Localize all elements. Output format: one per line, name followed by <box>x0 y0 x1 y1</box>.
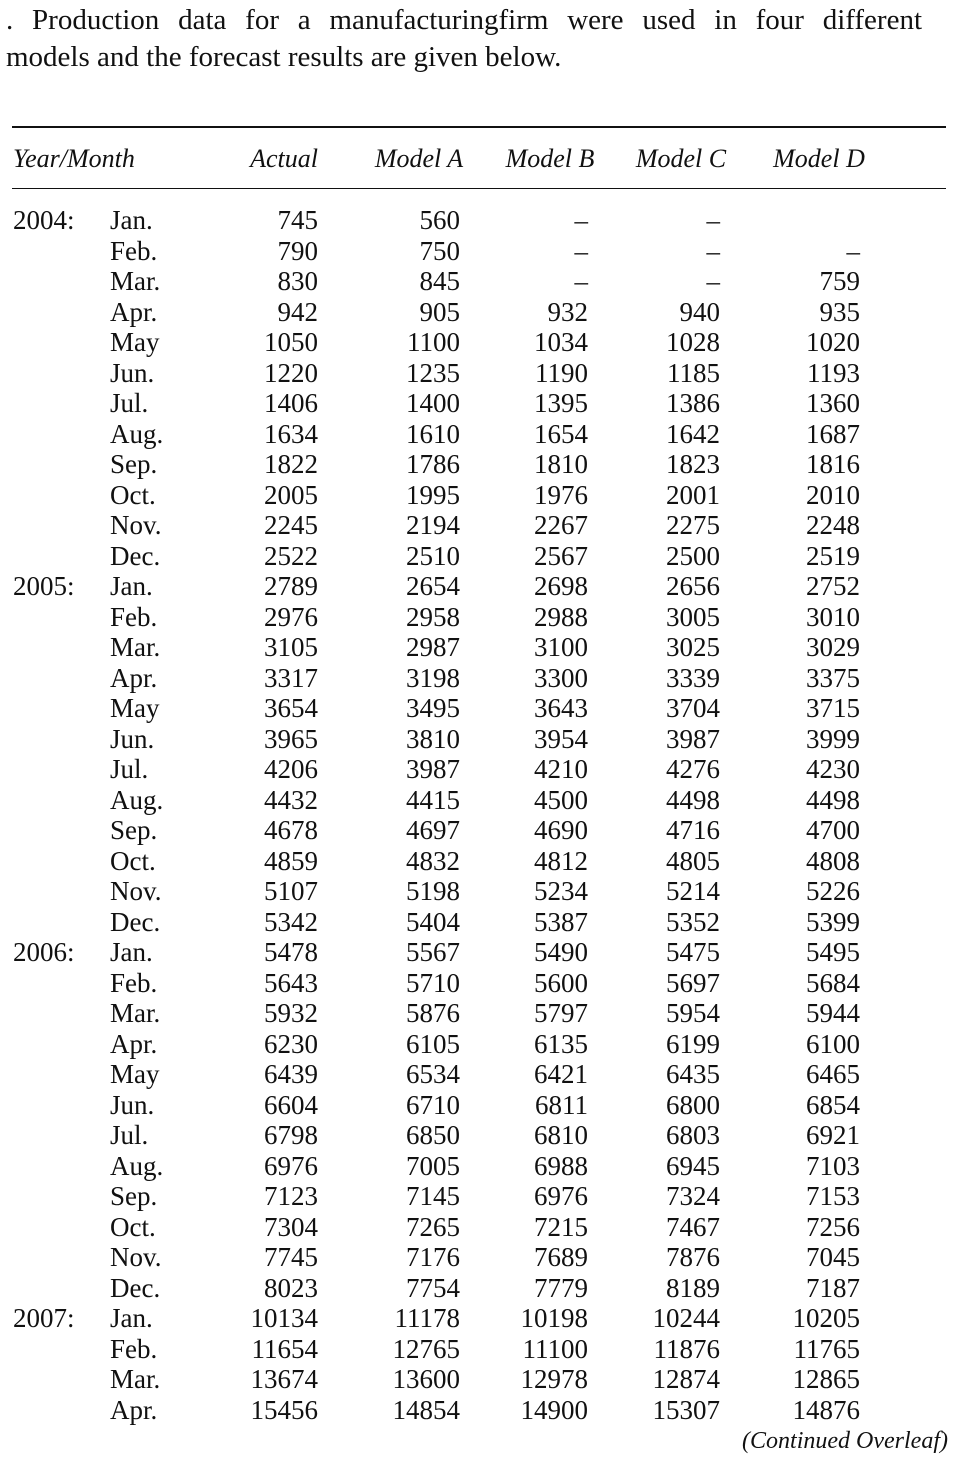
cell-model-c: 4805 <box>666 845 720 876</box>
cell-model-a: 1235 <box>406 357 460 388</box>
cell-actual: 4859 <box>264 845 318 876</box>
cell-actual: 6798 <box>264 1120 318 1150</box>
cell-model-a: 6710 <box>406 1089 460 1120</box>
cell-model-c: 6800 <box>666 1089 720 1120</box>
table-row <box>0 723 974 754</box>
table-row <box>0 357 974 388</box>
table-row <box>0 753 974 784</box>
table-body <box>0 204 974 1424</box>
cell-month: Nov. <box>110 510 162 540</box>
cell-model-d: 6100 <box>806 1028 860 1059</box>
cell-model-a: 13600 <box>392 1364 460 1394</box>
cell-model-b: 3300 <box>534 662 588 693</box>
cell-model-d: 935 <box>819 296 860 327</box>
cell-model-b: 1395 <box>534 388 588 418</box>
cell-model-b: 6135 <box>534 1028 588 1059</box>
cell-month: Mar. <box>110 632 161 662</box>
cell-model-d: 4498 <box>806 784 860 815</box>
cell-model-d: 10205 <box>792 1303 860 1333</box>
cell-model-a: 3198 <box>406 662 460 693</box>
cell-year: 2007: <box>13 1303 75 1333</box>
cell-model-a: 2510 <box>406 540 460 571</box>
cell-actual: 8023 <box>264 1272 318 1303</box>
cell-model-a: 11178 <box>394 1303 460 1333</box>
cell-model-a: 3810 <box>406 723 460 754</box>
cell-model-d: 7153 <box>806 1181 860 1211</box>
cell-model-b: 7215 <box>534 1211 588 1242</box>
cell-actual: 3654 <box>264 693 318 723</box>
cell-model-c: – <box>706 205 720 235</box>
cell-model-d: 3375 <box>806 662 860 693</box>
table-row <box>0 906 974 937</box>
header-year-month: Year/Month <box>13 144 135 173</box>
cell-model-c: 6435 <box>666 1059 720 1089</box>
table-row <box>0 448 974 479</box>
table-row <box>0 326 974 357</box>
cell-month: Oct. <box>110 1211 156 1242</box>
cell-year: 2005: <box>13 571 75 601</box>
cell-model-b: 4500 <box>534 784 588 815</box>
cell-model-a: 7145 <box>406 1181 460 1211</box>
cell-month: Aug. <box>110 784 164 815</box>
cell-model-d: 7045 <box>806 1242 860 1272</box>
cell-model-d: 1020 <box>806 327 860 357</box>
intro-line-1: . Production data for a manufacturingfirm were used in four different <box>6 4 922 36</box>
cell-month: Jun. <box>110 1089 155 1120</box>
cell-model-c: – <box>706 266 720 296</box>
table-row <box>0 1211 974 1242</box>
table-top-rule <box>12 126 946 128</box>
cell-model-a: 6850 <box>406 1120 460 1150</box>
header-actual: Actual <box>250 144 318 173</box>
cell-model-b: 14900 <box>520 1394 588 1425</box>
cell-actual: 2789 <box>264 571 318 601</box>
cell-month: Mar. <box>110 998 161 1028</box>
cell-month: Jun. <box>110 357 155 388</box>
cell-model-c: 4716 <box>666 815 720 845</box>
cell-model-c: 5697 <box>666 967 720 998</box>
cell-model-c: 3987 <box>666 723 720 754</box>
table-row <box>0 1302 974 1333</box>
cell-model-b: 6421 <box>534 1059 588 1089</box>
table-row <box>0 845 974 876</box>
cell-month: Aug. <box>110 418 164 449</box>
cell-actual: 5107 <box>264 876 318 906</box>
cell-month: Oct. <box>110 845 156 876</box>
cell-actual: 2976 <box>264 601 318 632</box>
cell-actual: 1822 <box>264 449 318 479</box>
cell-model-a: 7265 <box>406 1211 460 1242</box>
table-row <box>0 814 974 845</box>
cell-model-a: 905 <box>419 296 460 327</box>
cell-model-b: 2988 <box>534 601 588 632</box>
cell-model-c: 7876 <box>666 1242 720 1272</box>
cell-model-d: 2519 <box>806 540 860 571</box>
table-row <box>0 509 974 540</box>
cell-model-d: 1816 <box>806 449 860 479</box>
cell-model-a: 7005 <box>406 1150 460 1181</box>
cell-model-c: 5214 <box>666 876 720 906</box>
cell-month: Jan. <box>110 1303 153 1333</box>
cell-model-c: 5352 <box>666 906 720 937</box>
cell-model-b: 4210 <box>534 754 588 784</box>
cell-model-b: 1190 <box>535 357 588 388</box>
intro-paragraph <box>6 2 922 76</box>
cell-model-d: 7103 <box>806 1150 860 1181</box>
header-model-d: Model D <box>773 144 865 173</box>
cell-model-b: – <box>574 235 588 266</box>
cell-actual: 7123 <box>264 1181 318 1211</box>
cell-model-a: 7176 <box>406 1242 460 1272</box>
cell-model-d: 2248 <box>806 510 860 540</box>
table-row <box>0 692 974 723</box>
cell-model-c: 2656 <box>666 571 720 601</box>
cell-model-a: 7754 <box>406 1272 460 1303</box>
cell-model-c: 12874 <box>652 1364 720 1394</box>
cell-model-a: 1100 <box>407 327 460 357</box>
cell-model-a: 845 <box>419 266 460 296</box>
table-row <box>0 631 974 662</box>
cell-model-b: 11100 <box>522 1333 588 1364</box>
cell-model-b: 2567 <box>534 540 588 571</box>
cell-month: Jan. <box>110 571 153 601</box>
cell-model-b: 4690 <box>534 815 588 845</box>
cell-model-b: 7779 <box>534 1272 588 1303</box>
cell-model-b: 6811 <box>535 1089 588 1120</box>
cell-month: Sep. <box>110 815 158 845</box>
cell-month: May <box>110 327 160 357</box>
continued-note: (Continued Overleaf) <box>742 1428 948 1454</box>
table-row <box>0 784 974 815</box>
table-row <box>0 570 974 601</box>
cell-model-d: 5944 <box>806 998 860 1028</box>
cell-model-b: 2698 <box>534 571 588 601</box>
cell-model-c: 3339 <box>666 662 720 693</box>
cell-month: Sep. <box>110 1181 158 1211</box>
cell-model-a: 2958 <box>406 601 460 632</box>
cell-model-c: 3025 <box>666 632 720 662</box>
table-row <box>0 235 974 266</box>
cell-actual: 4206 <box>264 754 318 784</box>
cell-model-d: 5684 <box>806 967 860 998</box>
cell-model-a: 5876 <box>406 998 460 1028</box>
header-model-c: Model C <box>635 144 727 173</box>
cell-model-a: 2987 <box>406 632 460 662</box>
cell-month: Apr. <box>110 662 158 693</box>
cell-month: Jul. <box>110 754 149 784</box>
cell-model-b: 10198 <box>520 1303 588 1333</box>
cell-model-b: 5600 <box>534 967 588 998</box>
cell-month: Feb. <box>110 235 158 266</box>
cell-actual: 6230 <box>264 1028 318 1059</box>
cell-model-d: 4700 <box>806 815 860 845</box>
cell-model-d: 3029 <box>806 632 860 662</box>
table-row <box>0 1363 974 1394</box>
cell-actual: 5478 <box>264 937 318 967</box>
cell-model-b: 1654 <box>534 418 588 449</box>
cell-actual: 3105 <box>264 632 318 662</box>
cell-model-d: 1687 <box>806 418 860 449</box>
cell-model-c: 2500 <box>666 540 720 571</box>
cell-month: Jan. <box>110 937 153 967</box>
cell-model-a: 3495 <box>406 693 460 723</box>
table-row <box>0 1089 974 1120</box>
cell-actual: 4678 <box>264 815 318 845</box>
table-row <box>0 1028 974 1059</box>
cell-model-c: 6945 <box>666 1150 720 1181</box>
cell-model-a: 6534 <box>406 1059 460 1089</box>
cell-model-b: 7689 <box>534 1242 588 1272</box>
table-row <box>0 418 974 449</box>
cell-model-d: 2752 <box>806 571 860 601</box>
cell-model-a: 6105 <box>406 1028 460 1059</box>
cell-model-c: 2001 <box>666 479 720 510</box>
cell-model-a: 5198 <box>406 876 460 906</box>
cell-actual: 5932 <box>264 998 318 1028</box>
cell-actual: 1050 <box>264 327 318 357</box>
table-row <box>0 1333 974 1364</box>
cell-model-b: 6988 <box>534 1150 588 1181</box>
cell-model-b: 6976 <box>534 1181 588 1211</box>
cell-month: Feb. <box>110 967 158 998</box>
cell-year: 2004: <box>13 205 75 235</box>
cell-model-a: 5710 <box>406 967 460 998</box>
cell-model-a: 14854 <box>392 1394 460 1425</box>
cell-model-b: 5490 <box>534 937 588 967</box>
cell-actual: 15456 <box>250 1394 318 1425</box>
cell-model-d: 1360 <box>806 388 860 418</box>
cell-model-a: 1610 <box>406 418 460 449</box>
cell-month: Mar. <box>110 266 161 296</box>
cell-month: Dec. <box>110 906 161 937</box>
table-header-rule <box>12 188 946 189</box>
header-model-b: Model B <box>505 144 595 173</box>
cell-model-a: 5567 <box>406 937 460 967</box>
cell-model-a: 4697 <box>406 815 460 845</box>
cell-model-c: 3704 <box>666 693 720 723</box>
cell-model-c: 15307 <box>652 1394 720 1425</box>
cell-model-c: 4498 <box>666 784 720 815</box>
cell-model-c: 1823 <box>666 449 720 479</box>
cell-actual: 4432 <box>264 784 318 815</box>
cell-month: Jan. <box>110 205 153 235</box>
cell-model-a: 4415 <box>406 784 460 815</box>
cell-actual: 3965 <box>264 723 318 754</box>
cell-month: Feb. <box>110 601 158 632</box>
table-row <box>0 967 974 998</box>
cell-model-b: 5234 <box>534 876 588 906</box>
cell-model-d: – <box>846 235 860 266</box>
cell-model-c: 5954 <box>666 998 720 1028</box>
cell-model-d: 3715 <box>806 693 860 723</box>
table-row <box>0 936 974 967</box>
cell-month: Dec. <box>110 1272 161 1303</box>
table-row <box>0 1394 974 1425</box>
cell-model-d: 7256 <box>806 1211 860 1242</box>
cell-model-b: 932 <box>547 296 588 327</box>
cell-actual: 790 <box>277 235 318 266</box>
cell-model-d: 12865 <box>792 1364 860 1394</box>
cell-model-b: 3100 <box>534 632 588 662</box>
cell-model-b: 1976 <box>534 479 588 510</box>
cell-model-d: 5399 <box>806 906 860 937</box>
table-row <box>0 997 974 1028</box>
cell-model-c: 7467 <box>666 1211 720 1242</box>
table-row <box>0 479 974 510</box>
cell-model-d: 7187 <box>806 1272 860 1303</box>
cell-model-a: 1786 <box>406 449 460 479</box>
table-row <box>0 1119 974 1150</box>
table-row <box>0 1058 974 1089</box>
cell-model-c: 6803 <box>666 1120 720 1150</box>
cell-model-c: 4276 <box>666 754 720 784</box>
cell-model-b: 3643 <box>534 693 588 723</box>
table-row <box>0 540 974 571</box>
cell-actual: 5342 <box>264 906 318 937</box>
cell-model-b: 3954 <box>534 723 588 754</box>
cell-model-a: 1995 <box>406 479 460 510</box>
cell-model-c: 1185 <box>667 357 720 388</box>
cell-model-c: 1028 <box>666 327 720 357</box>
cell-model-d: 5495 <box>806 937 860 967</box>
cell-actual: 11654 <box>251 1333 318 1364</box>
cell-model-b: – <box>574 205 588 235</box>
cell-model-c: 5475 <box>666 937 720 967</box>
cell-month: Nov. <box>110 1242 162 1272</box>
cell-model-a: 5404 <box>406 906 460 937</box>
cell-model-d: 11765 <box>793 1333 860 1364</box>
cell-model-d: 4230 <box>806 754 860 784</box>
cell-model-b: 2267 <box>534 510 588 540</box>
cell-actual: 7745 <box>264 1242 318 1272</box>
cell-model-a: 3987 <box>406 754 460 784</box>
cell-actual: 745 <box>277 205 318 235</box>
cell-model-a: 4832 <box>406 845 460 876</box>
cell-model-c: 6199 <box>666 1028 720 1059</box>
cell-actual: 5643 <box>264 967 318 998</box>
cell-model-a: 1400 <box>406 388 460 418</box>
cell-model-a: 750 <box>419 235 460 266</box>
cell-actual: 2245 <box>264 510 318 540</box>
cell-month: Apr. <box>110 1394 158 1425</box>
cell-model-d: 3010 <box>806 601 860 632</box>
cell-model-c: 2275 <box>666 510 720 540</box>
cell-model-d: 3999 <box>806 723 860 754</box>
cell-model-a: 12765 <box>392 1333 460 1364</box>
cell-model-a: 560 <box>419 205 460 235</box>
cell-model-c: 1642 <box>666 418 720 449</box>
table-row <box>0 296 974 327</box>
cell-actual: 1406 <box>264 388 318 418</box>
cell-model-d: 4808 <box>806 845 860 876</box>
cell-actual: 6439 <box>264 1059 318 1089</box>
cell-model-a: 2194 <box>406 510 460 540</box>
cell-month: Sep. <box>110 449 158 479</box>
cell-month: Jun. <box>110 723 155 754</box>
cell-model-b: 5797 <box>534 998 588 1028</box>
cell-model-b: 6810 <box>534 1120 588 1150</box>
table-row <box>0 265 974 296</box>
cell-model-c: 3005 <box>666 601 720 632</box>
cell-actual: 1220 <box>264 357 318 388</box>
table-row <box>0 662 974 693</box>
cell-model-c: 940 <box>679 296 720 327</box>
cell-model-b: 5387 <box>534 906 588 937</box>
cell-actual: 3317 <box>264 662 318 693</box>
cell-actual: 7304 <box>264 1211 318 1242</box>
table-row <box>0 1150 974 1181</box>
table-row <box>0 1180 974 1211</box>
cell-actual: 2005 <box>264 479 318 510</box>
cell-month: Feb. <box>110 1333 158 1364</box>
cell-model-c: 1386 <box>666 388 720 418</box>
cell-actual: 942 <box>277 296 318 327</box>
cell-actual: 830 <box>277 266 318 296</box>
cell-month: May <box>110 1059 160 1089</box>
cell-month: Jul. <box>110 1120 149 1150</box>
cell-month: Apr. <box>110 1028 158 1059</box>
cell-model-d: 6465 <box>806 1059 860 1089</box>
table-row <box>0 1241 974 1272</box>
cell-model-a: 2654 <box>406 571 460 601</box>
cell-model-b: 1810 <box>534 449 588 479</box>
cell-year: 2006: <box>13 937 75 967</box>
cell-model-c: 8189 <box>666 1272 720 1303</box>
cell-actual: 6604 <box>264 1089 318 1120</box>
cell-month: Apr. <box>110 296 158 327</box>
cell-actual: 6976 <box>264 1150 318 1181</box>
cell-model-d: 5226 <box>806 876 860 906</box>
cell-model-b: 1034 <box>534 327 588 357</box>
table-row <box>0 1272 974 1303</box>
cell-model-c: 11876 <box>653 1333 720 1364</box>
cell-actual: 13674 <box>250 1364 318 1394</box>
cell-model-d: 14876 <box>792 1394 860 1425</box>
cell-month: Aug. <box>110 1150 164 1181</box>
cell-model-b: 12978 <box>520 1364 588 1394</box>
table-row <box>0 875 974 906</box>
cell-actual: 2522 <box>264 540 318 571</box>
cell-month: Dec. <box>110 540 161 571</box>
cell-model-c: 7324 <box>666 1181 720 1211</box>
cell-model-b: – <box>574 266 588 296</box>
cell-model-d: 6854 <box>806 1089 860 1120</box>
cell-model-d: 6921 <box>806 1120 860 1150</box>
cell-month: Mar. <box>110 1364 161 1394</box>
cell-model-d: 1193 <box>807 357 860 388</box>
cell-actual: 10134 <box>250 1303 318 1333</box>
table-row <box>0 204 974 235</box>
cell-actual: 1634 <box>264 418 318 449</box>
cell-month: Jul. <box>110 388 149 418</box>
table-row <box>0 387 974 418</box>
cell-month: Nov. <box>110 876 162 906</box>
cell-month: May <box>110 693 160 723</box>
cell-model-b: 4812 <box>534 845 588 876</box>
cell-model-d: 759 <box>819 266 860 296</box>
cell-model-d: 2010 <box>806 479 860 510</box>
header-model-a: Model A <box>374 144 464 173</box>
table-row <box>0 601 974 632</box>
intro-line-2: models and the forecast results are given below. <box>6 41 562 73</box>
cell-model-c: 10244 <box>652 1303 720 1333</box>
cell-model-c: – <box>706 235 720 266</box>
cell-month: Oct. <box>110 479 156 510</box>
